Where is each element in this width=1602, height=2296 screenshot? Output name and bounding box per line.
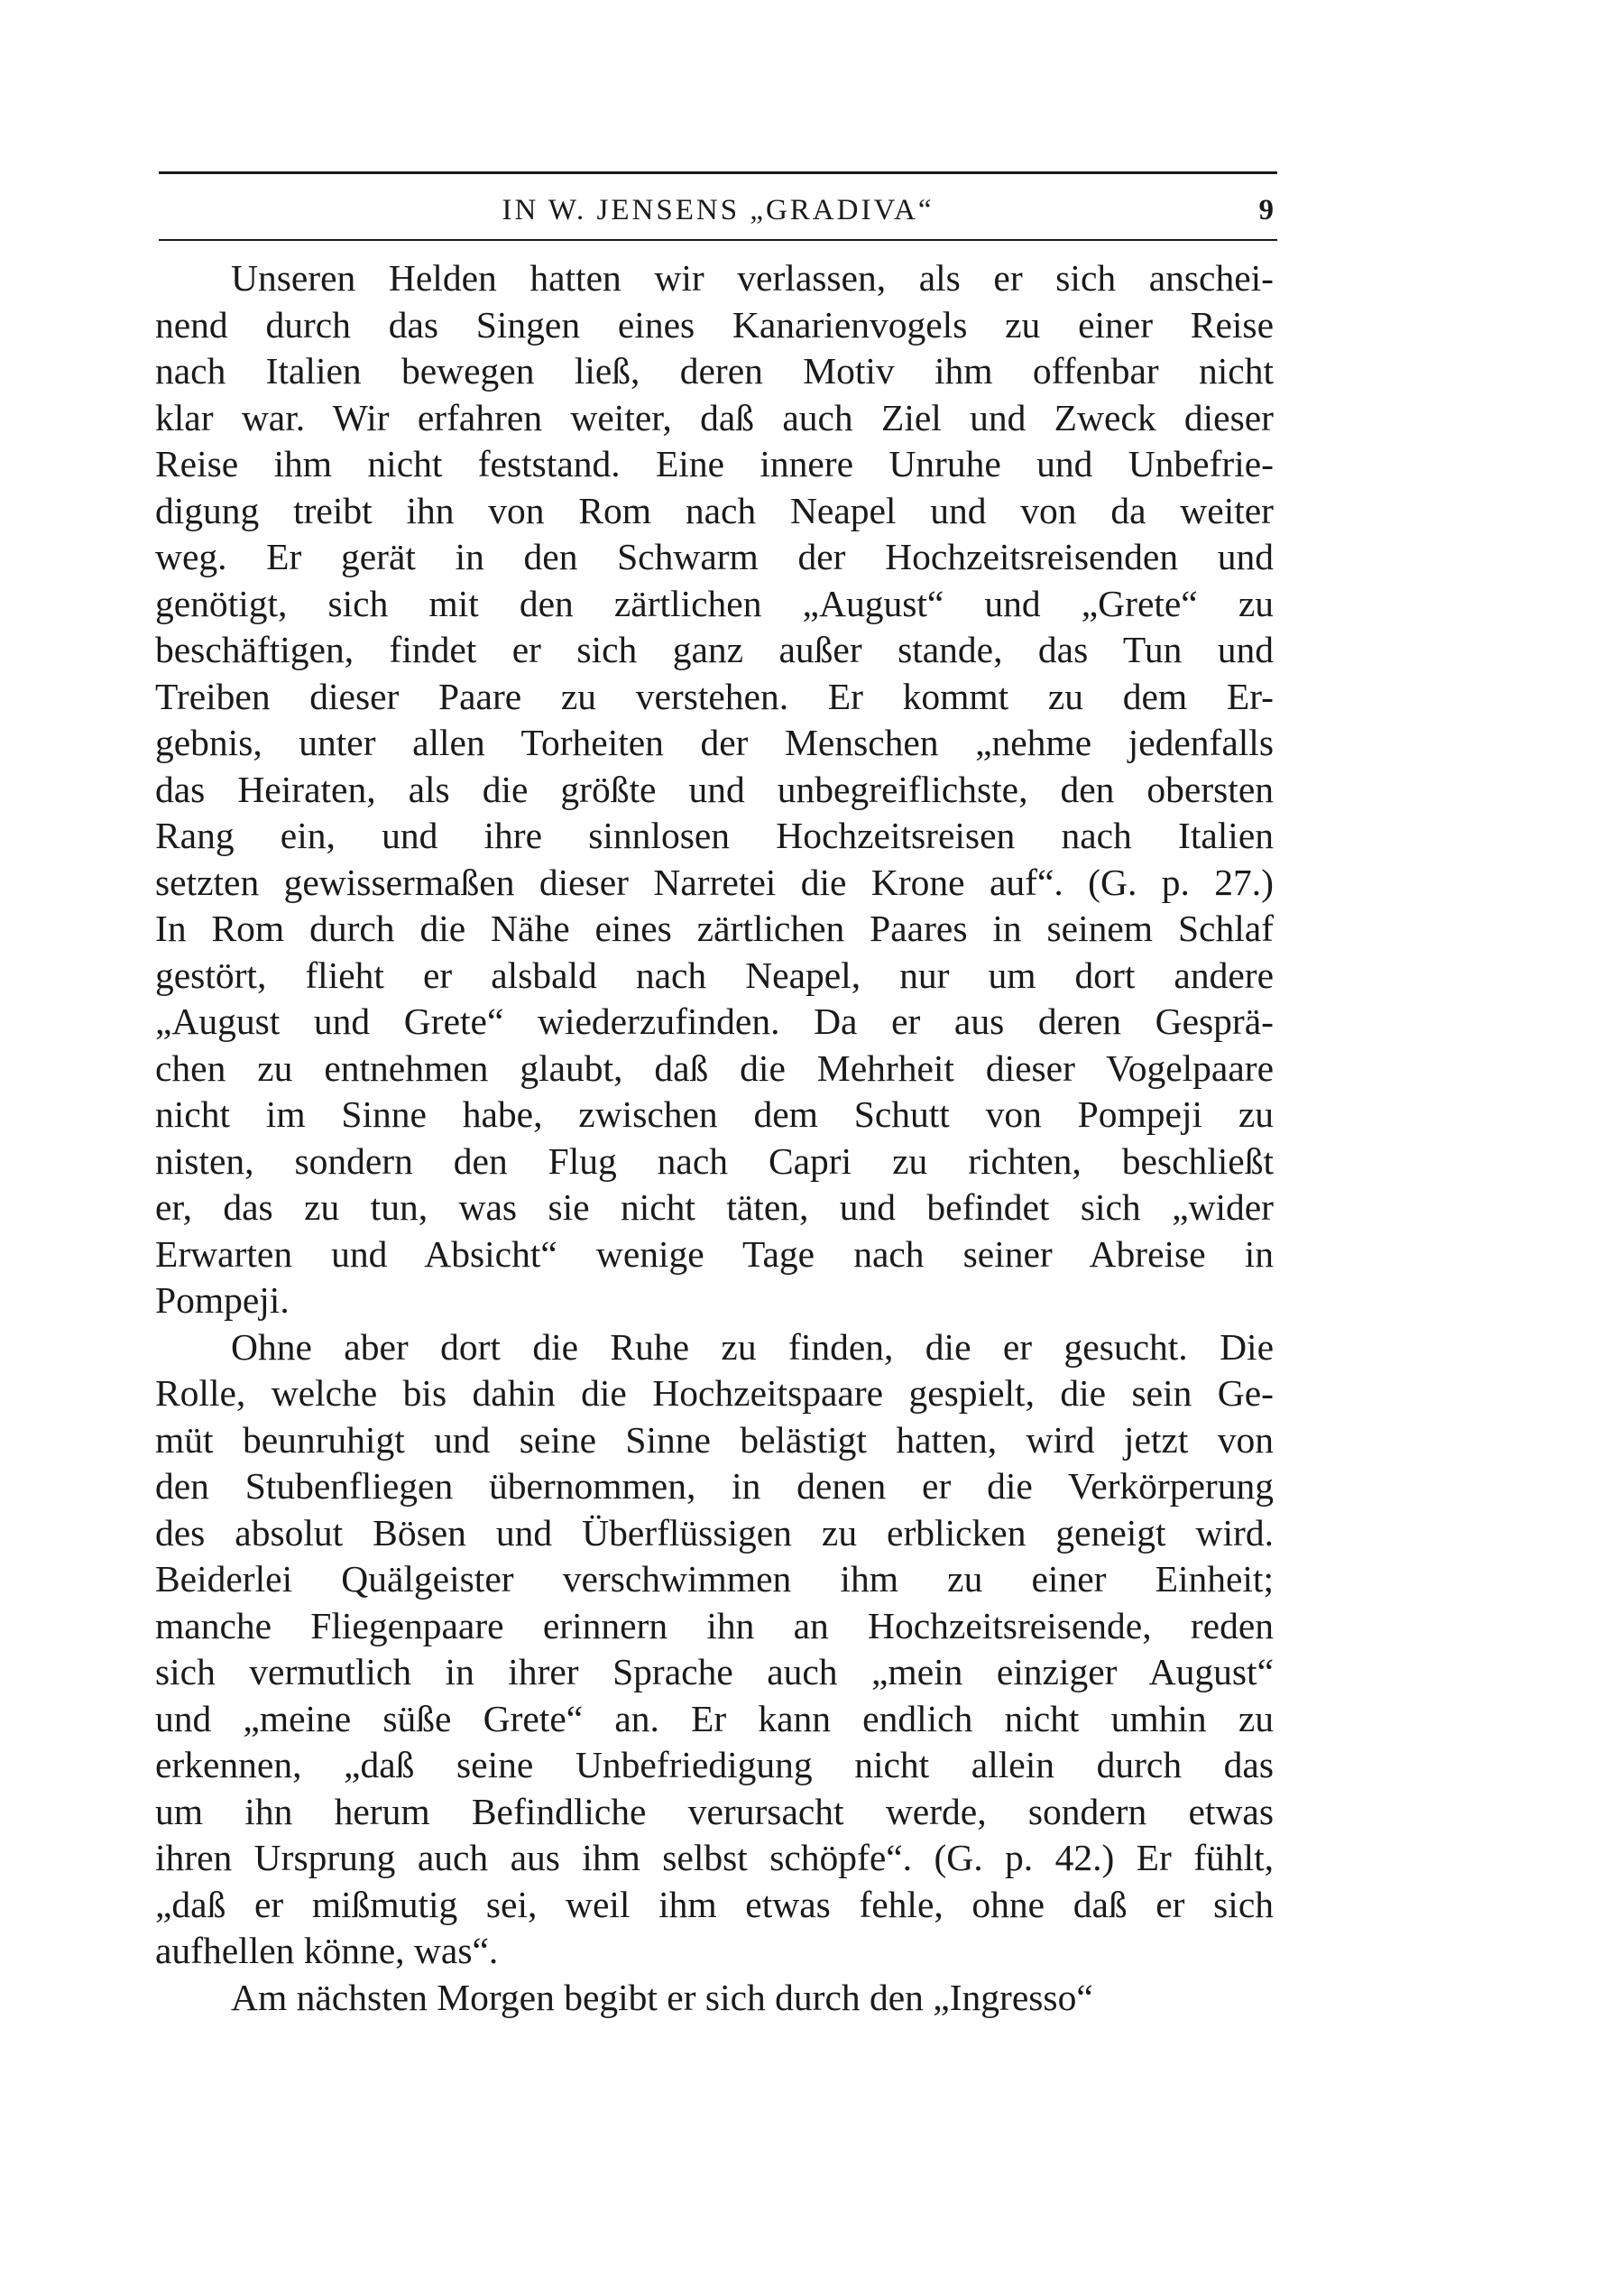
text-line: Reise ihm nicht feststand. Eine innere Unruhe und Unbefrie-	[155, 443, 1274, 484]
text-line: das Heiraten, als die größte und unbegreiflichste, den obersten	[155, 768, 1274, 810]
running-title: IN W. JENSENS „GRADIVA“	[502, 194, 934, 226]
text-line: „daß er mißmutig sei, weil ihm etwas fehle, ohne daß er sich	[155, 1883, 1274, 1925]
text-line: setzten gewissermaßen dieser Narretei die Krone auf“. (G. p. 27.)	[155, 861, 1274, 903]
text-line: den Stubenfliegen übernommen, in denen er die Verkörperung	[155, 1465, 1274, 1507]
text-line: nicht im Sinne habe, zwischen dem Schutt von Pompeji zu	[155, 1093, 1274, 1135]
text-line: müt beunruhigt und seine Sinne belästigt hatten, wird jetzt von	[155, 1418, 1274, 1461]
text-line: Rang ein, und ihre sinnlosen Hochzeitsreisen nach Italien	[155, 815, 1274, 856]
text-line: um ihn herum Befindliche verursacht werde, sondern etwas	[155, 1790, 1274, 1832]
text-line: gestört, flieht er alsbald nach Neapel, nur um dort andere	[155, 954, 1274, 996]
text-line: er, das zu tun, was sie nicht täten, und befindet sich „wider	[155, 1186, 1274, 1228]
text-line: „August und Grete“ wiederzufinden. Da er aus deren Gesprä-	[155, 1000, 1274, 1042]
text-line: gebnis, unter allen Torheiten der Menschen „nehme jedenfalls	[155, 722, 1274, 763]
running-header	[159, 188, 1277, 233]
text-line: manche Fliegenpaare erinnern ihn an Hochzeitsreisende, reden	[155, 1604, 1274, 1646]
text-line: nisten, sondern den Flug nach Capri zu richten, beschließt	[155, 1139, 1274, 1182]
text-line: sich vermutlich in ihrer Sprache auch „mein einziger August“	[155, 1651, 1274, 1692]
text-line: erkennen, „daß seine Unbefriedigung nicht allein durch das	[155, 1744, 1274, 1785]
text-line: weg. Er gerät in den Schwarm der Hochzeitsreisenden und	[155, 536, 1274, 577]
header-bottom-rule	[159, 239, 1277, 241]
text-line: Unseren Helden hatten wir verlassen, als er sich anschei-	[231, 257, 1274, 299]
text-line: und „meine süße Grete“ an. Er kann endlich nicht umhin zu	[155, 1697, 1274, 1739]
header-top-rule	[159, 171, 1277, 174]
text-line: Beiderlei Quälgeister verschwimmen ihm zu einer Einheit;	[155, 1558, 1274, 1600]
text-line: Pompeji.	[155, 1279, 290, 1321]
text-line: digung treibt ihn von Rom nach Neapel und von da weiter	[155, 489, 1274, 531]
text-line: klar war. Wir erfahren weiter, daß auch Ziel und Zweck dieser	[155, 396, 1274, 438]
text-line: nach Italien bewegen ließ, deren Motiv ihm offenbar nicht	[155, 350, 1274, 392]
text-line: des absolut Bösen und Überflüssigen zu erblicken geneigt wird.	[155, 1511, 1274, 1554]
text-line: Ohne aber dort die Ruhe zu finden, die er gesucht. Die	[231, 1325, 1274, 1368]
text-line: In Rom durch die Nähe eines zärtlichen Paares in seinem Schlaf	[155, 908, 1274, 949]
text-line: Erwarten und Absicht“ wenige Tage nach seiner Abreise in	[155, 1232, 1274, 1275]
page-number: 9	[1258, 194, 1274, 226]
text-line: beschäftigen, findet er sich ganz außer stande, das Tun und	[155, 629, 1274, 670]
text-line: Treiben dieser Paare zu verstehen. Er kommt zu dem Er-	[155, 675, 1274, 717]
text-line: nend durch das Singen eines Kanarienvogels zu einer Reise	[155, 303, 1274, 346]
paragraph	[155, 1975, 1274, 2022]
text-line: chen zu entnehmen glaubt, daß die Mehrheit dieser Vogelpaare	[155, 1047, 1274, 1089]
text-line: Rolle, welche bis dahin die Hochzeitspaare gespielt, die sein Ge-	[155, 1372, 1274, 1414]
body-text	[155, 255, 1274, 2021]
text-line: Am nächsten Morgen begibt er sich durch den „Ingresso“	[231, 1976, 1093, 2018]
text-line: ihren Ursprung auch aus ihm selbst schöpfe“. (G. p. 42.) Er fühlt,	[155, 1837, 1274, 1878]
paragraph	[155, 1324, 1274, 1975]
paragraph	[155, 255, 1274, 1324]
text-line: genötigt, sich mit den zärtlichen „August“ und „Grete“ zu	[155, 582, 1274, 624]
text-line: aufhellen könne, was“.	[155, 1930, 499, 1971]
